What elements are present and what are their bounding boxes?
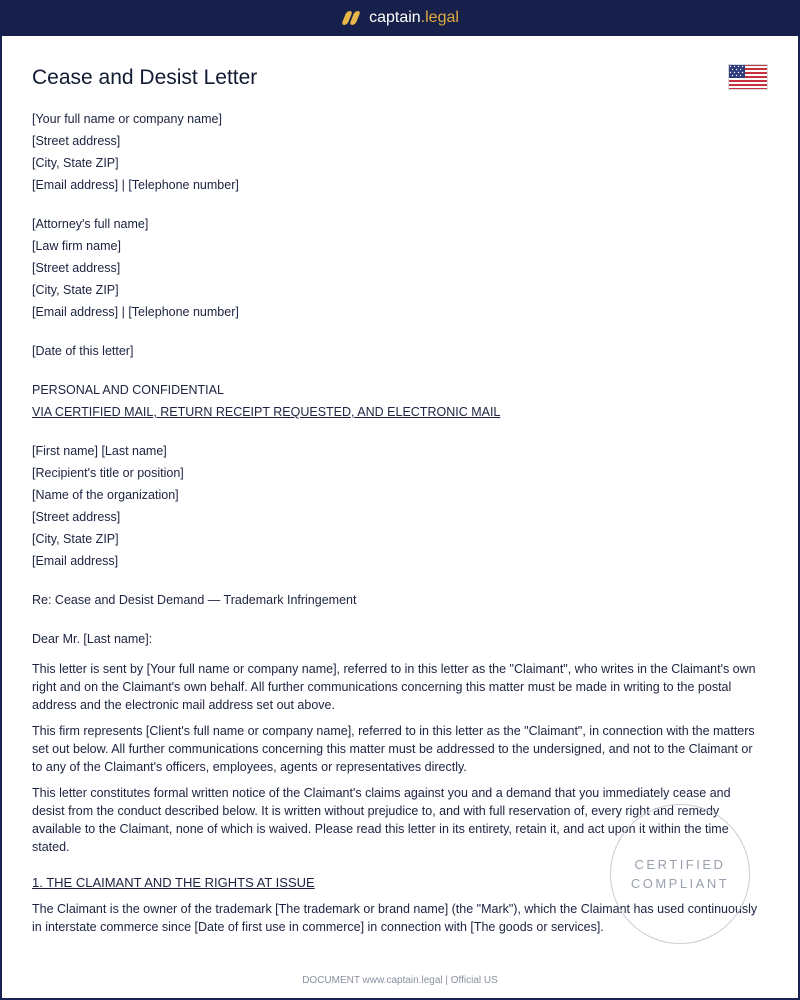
brand-name: captain bbox=[369, 9, 421, 26]
letter-date-block bbox=[32, 340, 762, 362]
document-title: Cease and Desist Letter bbox=[32, 66, 258, 89]
paragraph: The Claimant is the owner of the trademark [The trademark or brand name] (the "Mark"), which the Claimant has used continuously in interstate commerce since [Date of first use in commerce] in connection with [The goods or services]. bbox=[32, 902, 758, 934]
recipient-address bbox=[32, 440, 762, 572]
sender-line: [Your full name or company name] bbox=[32, 112, 222, 126]
recipient-line: [Recipient's title or position] bbox=[32, 466, 184, 480]
subject-block bbox=[32, 589, 762, 611]
paragraph: This letter is sent by [Your full name or company name], referred to in this letter as the "Claimant", who writes in the Claimant's own right and on the Claimant's own behalf. All further communications concerning this matter must be made in writing to the postal address and the electronic mail address set out above. bbox=[32, 662, 756, 712]
us-flag-icon bbox=[728, 64, 768, 90]
delivery-notice bbox=[32, 379, 762, 423]
recipient-line: [Street address] bbox=[32, 510, 121, 524]
letter-date: [Date of this letter] bbox=[32, 344, 134, 358]
attorney-line: [City, State ZIP] bbox=[32, 283, 119, 297]
attorney-line: [Law firm name] bbox=[32, 239, 121, 253]
paragraph: This letter constitutes formal written notice of the Claimant's claims against you and a demand that you immediately cease and desist from the conduct described below. It is written without prejudice to, and with full reservation of, every right and remedy available to the Claimant, none of which is waived. Please read this letter in its entirety, retain it, and act upon it within the time stated. bbox=[32, 786, 731, 854]
document-page bbox=[2, 36, 798, 998]
seal-line: CERTIFIED bbox=[634, 857, 726, 872]
brand-logo[interactable] bbox=[341, 9, 459, 27]
paragraph: This firm represents [Client's full name or company name], referred to in this letter as the "Claimant", in connection with the matters set out below. All further communications concerning this matter must be addressed to the undersigned, and not to the Claimant or to any of the Claimant's officers, employees, agents or representatives directly. bbox=[32, 724, 755, 774]
page-fade bbox=[2, 941, 798, 971]
attorney-line: [Email address] | [Telephone number] bbox=[32, 305, 239, 319]
recipient-line: [City, State ZIP] bbox=[32, 532, 119, 546]
sender-address bbox=[32, 108, 762, 196]
sender-line: [Street address] bbox=[32, 134, 121, 148]
recipient-line: [Name of the organization] bbox=[32, 488, 179, 502]
captain-logo-icon bbox=[341, 10, 361, 26]
footer: DOCUMENT www.captain.legal | Official US bbox=[302, 975, 498, 986]
attorney-line: [Street address] bbox=[32, 261, 121, 275]
certified-compliant-seal bbox=[610, 804, 750, 944]
sender-line: [Email address] | [Telephone number] bbox=[32, 178, 239, 192]
recipient-line: [Email address] bbox=[32, 554, 119, 568]
confidential-label: PERSONAL AND CONFIDENTIAL bbox=[32, 383, 224, 397]
salutation: Dear Mr. [Last name]: bbox=[32, 632, 153, 646]
seal-line: COMPLIANT bbox=[630, 876, 730, 891]
brand-tld: .legal bbox=[420, 9, 459, 26]
section-heading: 1. THE CLAIMANT AND THE RIGHTS AT ISSUE bbox=[32, 875, 315, 890]
top-bar bbox=[0, 0, 800, 36]
subject-line: Re: Cease and Desist Demand — Trademark Infringement bbox=[32, 593, 357, 607]
delivery-method: VIA CERTIFIED MAIL, RETURN RECEIPT REQUESTED, AND ELECTRONIC MAIL bbox=[32, 405, 501, 419]
attorney-address bbox=[32, 213, 762, 323]
attorney-line: [Attorney's full name] bbox=[32, 217, 149, 231]
salutation-block bbox=[32, 628, 762, 650]
sender-line: [City, State ZIP] bbox=[32, 156, 119, 170]
recipient-line: [First name] [Last name] bbox=[32, 444, 167, 458]
